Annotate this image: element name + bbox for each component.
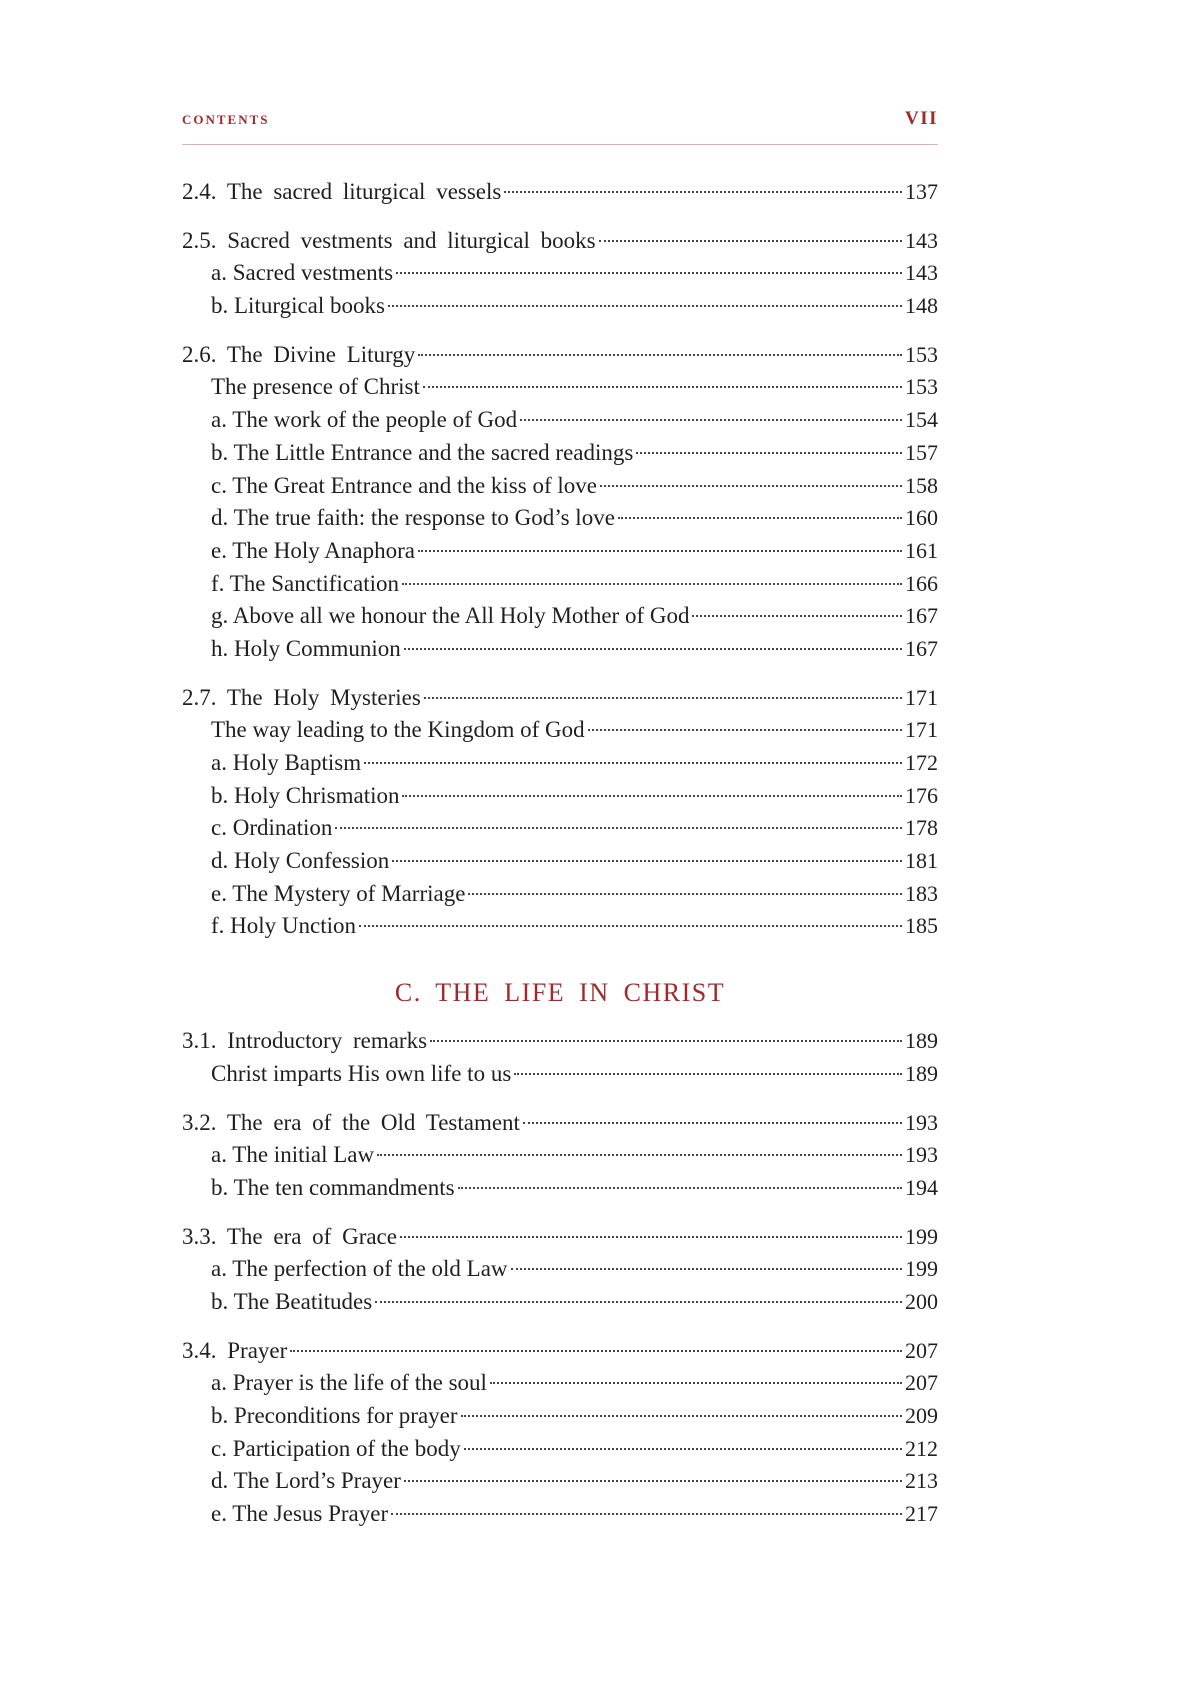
- toc-entry-title: f. Holy Unction: [211, 913, 357, 939]
- running-head: [182, 108, 938, 145]
- dot-leader: [388, 305, 902, 307]
- dot-leader: [364, 762, 902, 764]
- dot-leader: [423, 386, 902, 388]
- dot-leader: [424, 697, 902, 699]
- toc-entry-title: e. The Jesus Prayer: [211, 1501, 389, 1527]
- toc-entry-title: 3.1. Introductory remarks: [182, 1028, 428, 1054]
- dot-leader: [391, 1513, 902, 1515]
- toc-entry-title: a. The perfection of the old Law: [211, 1256, 508, 1282]
- toc-entry-title: c. Participation of the body: [211, 1435, 461, 1461]
- dot-leader: [520, 419, 902, 421]
- toc-entry-title: a. The initial Law: [211, 1142, 375, 1168]
- toc-chapter-entry[interactable]: [182, 176, 938, 209]
- toc-subentry[interactable]: [182, 437, 938, 470]
- toc-subentry[interactable]: [182, 1433, 938, 1466]
- toc-entry-title: b. Preconditions for prayer: [211, 1403, 458, 1428]
- toc-entry-title: d. The Lord’s Prayer: [211, 1468, 401, 1494]
- toc-entry-page: 199: [905, 1256, 938, 1282]
- toc-entry-title: a. Prayer is the life of the soul: [211, 1370, 487, 1396]
- toc-entry-title: b. The ten commandments: [211, 1174, 455, 1200]
- toc-entry-page: 143: [905, 260, 938, 286]
- toc-entry-page: 176: [905, 782, 938, 808]
- dot-leader: [636, 452, 902, 454]
- toc-chapter-entry[interactable]: [182, 225, 938, 258]
- toc-group: [182, 1107, 938, 1205]
- toc-group: [182, 339, 938, 666]
- toc-group: [182, 225, 938, 323]
- toc-part-b: [182, 176, 938, 943]
- table-of-contents: [182, 176, 938, 1547]
- toc-chapter-entry[interactable]: [182, 1025, 938, 1058]
- dot-leader: [392, 860, 902, 862]
- toc-entry-page: 193: [905, 1142, 938, 1168]
- toc-entry-title: The way leading to the Kingdom of God: [211, 717, 585, 743]
- dot-leader: [402, 583, 902, 585]
- dot-leader: [600, 485, 902, 487]
- toc-entry-page: 161: [905, 537, 938, 563]
- toc-entry-page: 166: [905, 570, 938, 596]
- page-number-roman: VII: [904, 108, 938, 129]
- dot-leader: [511, 1268, 902, 1270]
- toc-entry-page: 158: [905, 472, 938, 498]
- toc-entry-title: 2.5. Sacred vestments and liturgical books: [182, 227, 596, 253]
- toc-subentry[interactable]: [182, 780, 938, 813]
- toc-part-c: [182, 1025, 938, 1531]
- toc-entry-page: 189: [905, 1028, 938, 1054]
- running-head-title: contents: [182, 108, 270, 129]
- dot-leader: [461, 1415, 902, 1417]
- toc-entry-page: 200: [905, 1288, 938, 1314]
- toc-entry-page: 167: [905, 603, 938, 629]
- toc-entry-page: 171: [905, 717, 938, 743]
- toc-group: [182, 1221, 938, 1319]
- toc-entry-title: g. Above all we honour the All Holy Mother of God: [211, 603, 690, 629]
- toc-entry-title: The presence of Christ: [211, 374, 420, 400]
- dot-leader: [377, 1154, 902, 1156]
- toc-subentry[interactable]: [182, 747, 938, 780]
- toc-entry-page: 157: [905, 439, 938, 465]
- toc-entry-title: f. The Sanctification: [211, 570, 399, 596]
- toc-entry-title: 3.3. The era of Grace: [182, 1223, 397, 1249]
- toc-subentry[interactable]: [182, 1253, 938, 1286]
- toc-subentry[interactable]: [182, 502, 938, 535]
- dot-leader: [464, 1448, 902, 1450]
- toc-entry-page: 153: [905, 341, 938, 367]
- toc-entry-page: 194: [905, 1174, 938, 1200]
- dot-leader: [692, 615, 902, 617]
- toc-entry-page: 143: [905, 227, 938, 253]
- dot-leader: [430, 1040, 902, 1042]
- dot-leader: [400, 1236, 902, 1238]
- toc-entry-title: 3.2. The era of the Old Testament: [182, 1109, 520, 1135]
- toc-entry-title: e. The Mystery of Marriage: [211, 880, 466, 906]
- toc-entry-title: c. The Great Entrance and the kiss of love: [211, 472, 597, 498]
- toc-entry-page: 189: [905, 1060, 938, 1086]
- dot-leader: [418, 550, 902, 552]
- dot-leader: [335, 827, 902, 829]
- toc-subentry[interactable]: [182, 600, 938, 633]
- toc-entry-title: 2.6. The Divine Liturgy: [182, 341, 416, 367]
- toc-subentry[interactable]: [182, 845, 938, 878]
- toc-entry-page: 148: [905, 293, 938, 319]
- toc-entry-page: 137: [905, 179, 938, 204]
- toc-entry-page: 207: [905, 1337, 938, 1363]
- toc-subentry[interactable]: [182, 404, 938, 437]
- toc-entry-page: 183: [905, 880, 938, 906]
- dot-leader: [599, 240, 902, 242]
- dot-leader: [523, 1122, 902, 1124]
- toc-chapter-entry[interactable]: [182, 682, 938, 715]
- toc-entry-page: 185: [905, 913, 938, 939]
- toc-subentry[interactable]: [182, 1286, 938, 1319]
- toc-entry-page: 212: [905, 1435, 938, 1461]
- toc-subentry[interactable]: [182, 257, 938, 290]
- toc-subentry[interactable]: [182, 290, 938, 323]
- toc-chapter-entry[interactable]: [182, 1335, 938, 1368]
- toc-entry-title: h. Holy Communion: [211, 635, 401, 661]
- toc-entry-page: 207: [905, 1370, 938, 1396]
- toc-entry-page: 209: [905, 1403, 938, 1428]
- toc-entry-title: c. Ordination: [211, 815, 333, 841]
- toc-group: [182, 176, 938, 209]
- dot-leader: [404, 648, 902, 650]
- dot-leader: [418, 354, 902, 356]
- dot-leader: [468, 893, 902, 895]
- toc-entry-title: d. Holy Confession: [211, 848, 390, 874]
- toc-entry-page: 199: [905, 1223, 938, 1249]
- toc-subentry[interactable]: [182, 1400, 938, 1433]
- toc-subentry[interactable]: [182, 1139, 938, 1172]
- toc-subentry[interactable]: [182, 568, 938, 601]
- toc-subentry[interactable]: [182, 812, 938, 845]
- toc-subentry[interactable]: [182, 1058, 938, 1091]
- dot-leader: [404, 1480, 902, 1482]
- toc-entry-title: Christ imparts His own life to us: [211, 1060, 512, 1086]
- toc-entry-title: b. The Beatitudes: [211, 1288, 373, 1314]
- toc-entry-page: 171: [905, 684, 938, 710]
- toc-entry-title: a. Sacred vestments: [211, 260, 394, 286]
- dot-leader: [490, 1382, 902, 1384]
- toc-group: [182, 682, 938, 944]
- toc-entry-page: 213: [905, 1468, 938, 1494]
- toc-chapter-entry[interactable]: [182, 1107, 938, 1140]
- dot-leader: [504, 191, 902, 193]
- toc-subentry[interactable]: [182, 878, 938, 911]
- toc-subentry[interactable]: [182, 1498, 938, 1531]
- dot-leader: [458, 1187, 902, 1189]
- toc-subentry[interactable]: [182, 1172, 938, 1205]
- toc-entry-title: 2.4. The sacred liturgical vessels: [182, 179, 502, 204]
- toc-entry-page: 193: [905, 1109, 938, 1135]
- toc-subentry[interactable]: [182, 1367, 938, 1400]
- dot-leader: [402, 795, 902, 797]
- toc-subentry[interactable]: [182, 371, 938, 404]
- toc-subentry[interactable]: [182, 910, 938, 943]
- toc-entry-page: 178: [905, 815, 938, 841]
- dot-leader: [618, 517, 902, 519]
- section-heading: C. THE LIFE IN CHRIST: [394, 978, 726, 1008]
- toc-subentry[interactable]: [182, 633, 938, 666]
- toc-entry-page: 217: [905, 1501, 938, 1527]
- toc-entry-title: b. Liturgical books: [211, 293, 385, 319]
- toc-entry-title: a. The work of the people of God: [211, 407, 518, 433]
- dot-leader: [396, 272, 902, 274]
- toc-entry-title: a. Holy Baptism: [211, 750, 362, 775]
- toc-group: [182, 1025, 938, 1090]
- toc-entry-title: b. The Little Entrance and the sacred readings: [211, 439, 634, 465]
- dot-leader: [290, 1350, 902, 1352]
- toc-entry-title: e. The Holy Anaphora: [211, 537, 415, 563]
- dot-leader: [375, 1301, 902, 1303]
- toc-subentry[interactable]: [182, 714, 938, 747]
- dot-leader: [588, 729, 902, 731]
- toc-entry-page: 160: [905, 505, 938, 531]
- toc-entry-page: 167: [905, 635, 938, 661]
- toc-entry-page: 153: [905, 374, 938, 400]
- toc-entry-page: 181: [905, 848, 938, 874]
- toc-entry-page: 172: [905, 750, 938, 775]
- toc-entry-title: 3.4. Prayer: [182, 1337, 288, 1363]
- toc-chapter-entry[interactable]: [182, 339, 938, 372]
- dot-leader: [514, 1073, 902, 1075]
- toc-entry-title: d. The true faith: the response to God’s love: [211, 505, 615, 531]
- toc-group: [182, 1335, 938, 1531]
- toc-subentry[interactable]: [182, 535, 938, 568]
- toc-subentry[interactable]: [182, 1465, 938, 1498]
- dot-leader: [359, 925, 902, 927]
- toc-entry-page: 154: [905, 407, 938, 433]
- toc-chapter-entry[interactable]: [182, 1221, 938, 1254]
- toc-subentry[interactable]: [182, 470, 938, 503]
- toc-entry-title: 2.7. The Holy Mysteries: [182, 684, 421, 710]
- toc-entry-title: b. Holy Chrismation: [211, 782, 400, 808]
